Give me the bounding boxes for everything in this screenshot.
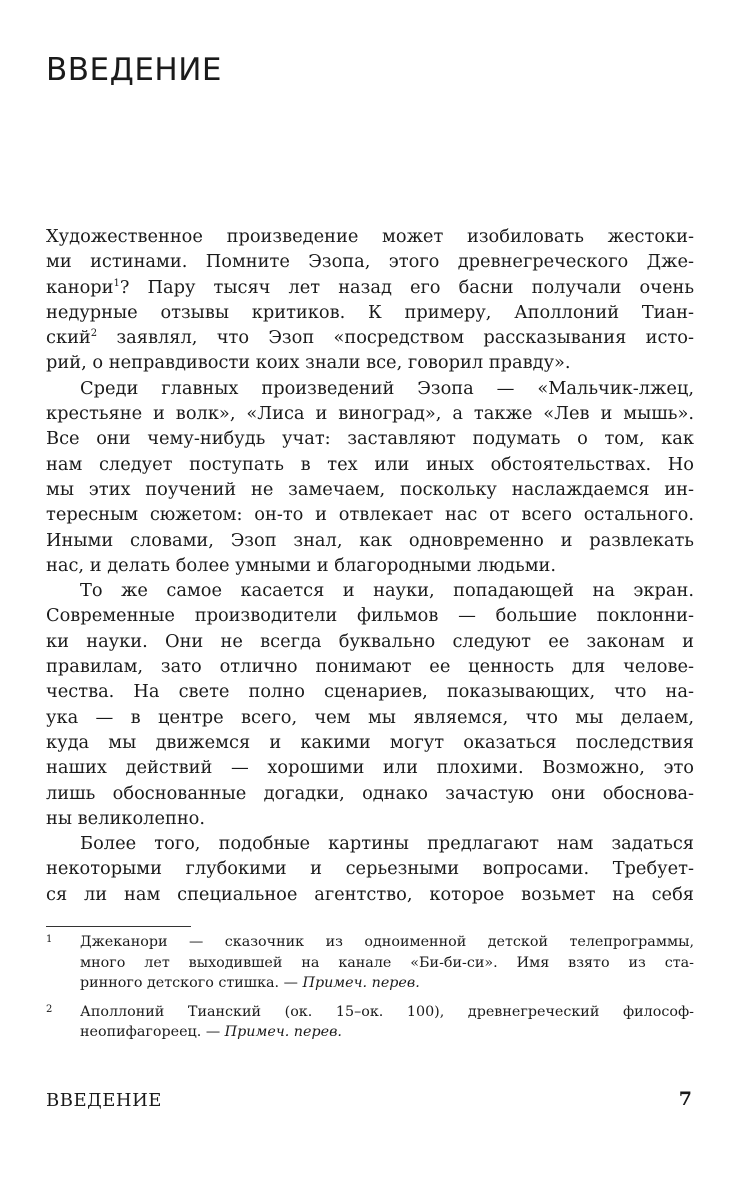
text-line [46, 325, 694, 350]
line-text: Аполлоний Тианский (ок. 15–ок. 100), древнегреческий философ- [80, 1003, 694, 1020]
text-line [46, 882, 694, 907]
text-line [46, 401, 694, 426]
line-text: ? Пару тысяч лет назад его басни получали очень [119, 276, 694, 298]
text-line [46, 831, 694, 856]
line-text: недурные отзывы критиков. К примеру, Аполлоний Тиан- [46, 301, 694, 323]
text-line [46, 806, 694, 831]
text-line [46, 553, 694, 578]
line-text: тересным сюжетом: он-то и отвлекает нас от всего остального. [46, 504, 694, 526]
line-text: правилам, зато отлично понимают ее ценность для челове- [46, 656, 694, 678]
text-line [46, 452, 694, 477]
line-text: некоторыми глубокими и серьезными вопросами. Требует- [46, 858, 694, 880]
footnote-number: 2 [46, 1003, 53, 1015]
line-text: чества. На свете полно сценариев, показывающих, что на- [46, 681, 694, 703]
footnote [46, 1002, 694, 1043]
text-line [46, 755, 694, 780]
line-text: заявлял, что Эзоп «посредством рассказывания исто- [97, 327, 694, 349]
text-line [46, 856, 694, 881]
line-text: нас, и делать более умными и благородными людьми. [46, 554, 557, 576]
text-line [46, 578, 694, 603]
line-text: куда мы движемся и какими могут оказаться последствия [46, 731, 694, 753]
footnotes [46, 932, 694, 1051]
line-text: неопифагореец. — [80, 1024, 225, 1040]
line-text: Все они чему-нибудь учат: заставляют подумать о том, как [46, 428, 694, 450]
text-line [46, 781, 694, 806]
text-line [46, 426, 694, 451]
line-text: Более того, подобные картины предлагают нам задаться [80, 833, 694, 855]
footnote-line [80, 953, 694, 974]
line-text: Джеканори — сказочник из одноименной детской телепрограммы, [80, 934, 694, 950]
line-text: ский [46, 327, 91, 349]
line-text: Художественное произведение может изобиловать жестоки- [46, 226, 694, 247]
text-line [46, 654, 694, 679]
page-number: 7 [678, 1088, 692, 1110]
footnote-ref: 1 [113, 277, 120, 289]
text-line [46, 350, 694, 375]
line-text: много лет выходившей на канале «Би-би-си». Имя взято из ста- [80, 954, 694, 971]
line-text: наших действий — хорошими или плохими. Возможно, это [46, 757, 694, 779]
footnote [46, 932, 694, 994]
line-text: То же самое касается и науки, попадающей на экран. [80, 580, 694, 602]
text-line [46, 502, 694, 527]
footnote-number: 1 [46, 934, 53, 945]
text-line [46, 629, 694, 654]
line-text: ки науки. Они не всегда буквально следуют ее законам и [46, 630, 694, 652]
running-head: ВВЕДЕНИЕ [46, 1090, 162, 1111]
paragraph [46, 578, 694, 831]
text-line [46, 275, 694, 300]
line-text: мы этих поучений не замечаем, поскольку наслаждаемся ин- [46, 478, 694, 500]
paragraph [46, 224, 694, 376]
text-line [46, 730, 694, 755]
line-text: Среди главных произведений Эзопа — «Мальчик-лжец, [80, 377, 694, 399]
translator-note: Примеч. перев. [224, 1024, 342, 1040]
line-text: ука — в центре всего, чем мы являемся, что мы делаем, [46, 706, 694, 728]
line-text: Иными словами, Эзоп знал, как одновременно и развлекать [46, 529, 694, 551]
line-text: ны великолепно. [46, 807, 206, 829]
text-line [46, 528, 694, 553]
line-text: крестьяне и волк», «Лиса и виноград», а также «Лев и мышь». [46, 403, 694, 425]
text-line [46, 705, 694, 730]
paragraph [46, 376, 694, 578]
text-line [46, 249, 694, 274]
footnote-line [80, 1022, 694, 1043]
chapter-title: ВВЕДЕНИЕ [46, 52, 223, 88]
line-text: ся ли нам специальное агентство, которое возьмет на себя [46, 883, 694, 905]
text-line [46, 376, 694, 401]
footnote-line [80, 932, 694, 953]
text-line [46, 477, 694, 502]
line-text: нам следует поступать в тех или иных обстоятельствах. Но [46, 453, 694, 475]
line-text: ринного детского стишка. — [80, 975, 303, 991]
paragraph [46, 831, 694, 907]
line-text: ми истинами. Помните Эзопа, этого древнегреческого Дже- [46, 251, 694, 273]
footnote-separator [46, 926, 191, 927]
footnote-line [80, 1002, 694, 1023]
text-line [46, 224, 694, 249]
text-line [46, 679, 694, 704]
footnote-ref: 2 [90, 328, 98, 340]
line-text: Современные производители фильмов — большие поклонни- [46, 605, 694, 627]
line-text: рий, о неправдивости коих знали все, говорил правду». [46, 352, 571, 374]
line-text: лишь обоснованные догадки, однако зачастую они обоснова- [46, 782, 694, 804]
body-text [46, 224, 694, 907]
footnote-line [80, 973, 694, 994]
translator-note: Примеч. перев. [302, 975, 420, 991]
text-line [46, 603, 694, 628]
text-line [46, 300, 694, 325]
line-text: канори [46, 276, 114, 298]
